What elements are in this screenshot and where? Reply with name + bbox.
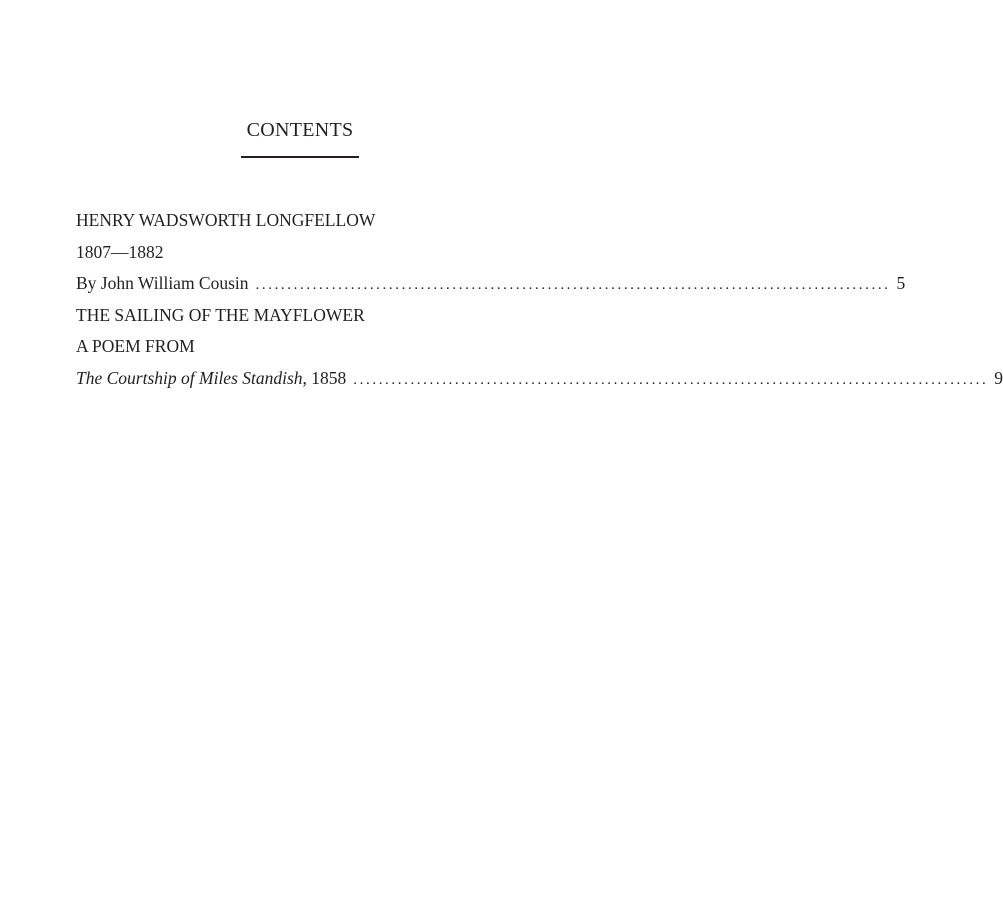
- toc-heading-longfellow: [76, 205, 521, 237]
- toc-dates-text: 1807—1882: [76, 241, 164, 262]
- toc-dates: [76, 237, 521, 269]
- toc-heading-text: HENRY WADSWORTH LONGFELLOW: [76, 210, 376, 230]
- page-title: CONTENTS: [246, 119, 354, 141]
- toc-entry-label: By John William Cousin: [76, 273, 249, 294]
- toc-heading-text: THE SAILING OF THE MAYFLOWER: [76, 304, 365, 325]
- title-underline: [241, 156, 359, 158]
- toc-subheading-text: A POEM FROM: [76, 336, 195, 357]
- toc-entry-biography[interactable]: [76, 268, 906, 300]
- toc-subheading: [76, 331, 521, 363]
- toc-entry-poem[interactable]: [76, 363, 1003, 395]
- toc-page-number: 5: [896, 273, 906, 294]
- work-title: The Courtship of Miles Standish: [76, 367, 303, 388]
- dot-leader: ....................................................................................................: [353, 371, 989, 388]
- table-of-contents: [76, 205, 1003, 395]
- work-year: , 1858: [302, 367, 347, 388]
- toc-heading-mayflower: [76, 300, 521, 332]
- toc-entry-label: [76, 363, 346, 395]
- toc-page-number: 9: [994, 367, 1003, 388]
- dot-leader: ....................................................................................................: [255, 277, 891, 294]
